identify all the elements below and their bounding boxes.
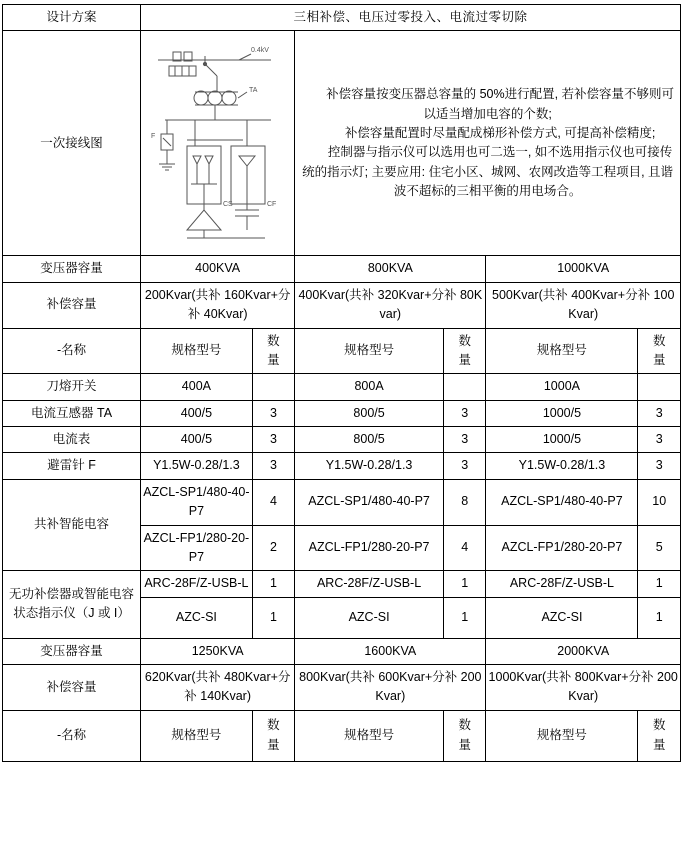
item-qty: 1	[252, 571, 295, 597]
item-qty: 8	[443, 479, 486, 525]
transformer-capacity-value-800: 800KVA	[295, 256, 486, 282]
wiring-schematic-svg	[143, 34, 288, 252]
diagram-left-block-label: CS	[223, 201, 233, 209]
item-model: AZCL-SP1/480-40-P7	[486, 479, 638, 525]
column-header-model-1-1: 规格型号	[141, 328, 253, 374]
column-header-model-1-2: 规格型号	[295, 328, 444, 374]
compensation-value-2-3: 1000Kvar(共补 800Kvar+分补 200Kvar)	[486, 665, 681, 711]
item-qty: 1	[638, 597, 681, 638]
item-qty: 2	[252, 525, 295, 571]
diagram-right-block-label: CF	[267, 201, 277, 209]
column-header-qty-1-2: 数 量	[443, 328, 486, 374]
transformer-capacity-label-1: 变压器容量	[3, 256, 141, 282]
compensation-capacity-label-1: 补偿容量	[3, 282, 141, 328]
transformer-capacity-value-2000: 2000KVA	[486, 638, 681, 664]
smart-capacitor-label: 共补智能电容	[3, 479, 141, 571]
item-qty: 4	[252, 479, 295, 525]
item-model: Y1.5W-0.28/1.3	[141, 453, 253, 479]
table-row	[3, 374, 681, 400]
item-qty: 1	[252, 597, 295, 638]
item-qty: 4	[443, 525, 486, 571]
item-qty: 3	[443, 427, 486, 453]
table-row	[3, 427, 681, 453]
transformer-capacity-value-400: 400KVA	[141, 256, 295, 282]
item-model: AZC-SI	[141, 597, 253, 638]
item-qty: 1	[638, 571, 681, 597]
table-row-transformer-capacity-2	[3, 638, 681, 664]
item-model: Y1.5W-0.28/1.3	[295, 453, 444, 479]
table-row	[3, 479, 681, 525]
column-header-qty-2-3: 数 量	[638, 710, 681, 761]
transformer-capacity-value-1000: 1000KVA	[486, 256, 681, 282]
compensation-value-1-2: 400Kvar(共补 320Kvar+分补 80Kvar)	[295, 282, 486, 328]
item-qty: 3	[252, 400, 295, 426]
column-header-model-2-3: 规格型号	[486, 710, 638, 761]
item-model: 800/5	[295, 427, 444, 453]
table-row-column-headers-1	[3, 328, 681, 374]
primary-wiring-diagram-label: 一次接线图	[3, 31, 141, 256]
item-model: AZC-SI	[486, 597, 638, 638]
item-qty: 3	[638, 427, 681, 453]
item-model: ARC-28F/Z-USB-L	[141, 571, 253, 597]
item-model: 800A	[295, 374, 444, 400]
description-paragraph-3: 控制器与指示仪可以选用也可二选一, 如不选用指示仪也可接传统的指示灯; 主要应用: 住宅小区、城网、农网改造等工程项目, 且谐波不超标的三相平衡的用电场合。	[302, 145, 674, 199]
description-paragraph-2: 补偿容量配置时尽量配成梯形补偿方式, 可提高补偿精度;	[344, 126, 656, 140]
item-qty: 3	[443, 453, 486, 479]
diagram-fuse-label: F	[151, 133, 156, 141]
diagram-voltage-label: 0.4kV	[251, 47, 270, 55]
item-model: AZCL-FP1/280-20-P7	[141, 525, 253, 571]
item-name: 电流表	[3, 427, 141, 453]
column-header-name-2: -名称	[3, 710, 141, 761]
item-model: AZC-SI	[295, 597, 444, 638]
item-model: 1000/5	[486, 427, 638, 453]
table-row-title	[3, 5, 681, 31]
table-row	[3, 453, 681, 479]
column-header-name-1: -名称	[3, 328, 141, 374]
item-model: AZCL-SP1/480-40-P7	[295, 479, 444, 525]
column-header-model-2-1: 规格型号	[141, 710, 253, 761]
table-row	[3, 571, 681, 597]
design-scheme-title: 三相补偿、电压过零投入、电流过零切除	[141, 5, 681, 31]
item-qty: 3	[638, 453, 681, 479]
diagram-canvas	[143, 34, 292, 252]
table-row	[3, 400, 681, 426]
item-qty: 10	[638, 479, 681, 525]
table-row-transformer-capacity-1	[3, 256, 681, 282]
item-model: 800/5	[295, 400, 444, 426]
description-cell	[295, 31, 681, 256]
specification-table	[2, 4, 681, 762]
item-qty: 5	[638, 525, 681, 571]
transformer-capacity-value-1600: 1600KVA	[295, 638, 486, 664]
item-model: AZCL-FP1/280-20-P7	[295, 525, 444, 571]
item-name: 电流互感器 TA	[3, 400, 141, 426]
design-scheme-label: 设计方案	[3, 5, 141, 31]
item-model: AZCL-SP1/480-40-P7	[141, 479, 253, 525]
item-model: 400/5	[141, 427, 253, 453]
column-header-qty-2-1: 数 量	[252, 710, 295, 761]
item-name: 刀熔开关	[3, 374, 141, 400]
table-row-column-headers-2	[3, 710, 681, 761]
item-model: AZCL-FP1/280-20-P7	[486, 525, 638, 571]
column-header-model-1-3: 规格型号	[486, 328, 638, 374]
item-qty: 3	[252, 427, 295, 453]
table-row-compensation-2	[3, 665, 681, 711]
compensation-value-1-1: 200Kvar(共补 160Kvar+分补 40Kvar)	[141, 282, 295, 328]
column-header-model-2-2: 规格型号	[295, 710, 444, 761]
item-model: 1000A	[486, 374, 638, 400]
item-model: 400/5	[141, 400, 253, 426]
table-row-compensation-1	[3, 282, 681, 328]
item-qty: 1	[443, 597, 486, 638]
compensation-value-2-1: 620Kvar(共补 480Kvar+分补 140Kvar)	[141, 665, 295, 711]
item-name: 避雷针 F	[3, 453, 141, 479]
item-qty: 1	[443, 571, 486, 597]
compensation-value-1-3: 500Kvar(共补 400Kvar+分补 100Kvar)	[486, 282, 681, 328]
compensation-capacity-label-2: 补偿容量	[3, 665, 141, 711]
item-qty	[443, 374, 486, 400]
column-header-qty-2-2: 数 量	[443, 710, 486, 761]
transformer-capacity-value-1250: 1250KVA	[141, 638, 295, 664]
item-qty	[638, 374, 681, 400]
column-header-qty-1-1: 数 量	[252, 328, 295, 374]
item-model: 1000/5	[486, 400, 638, 426]
item-model: ARC-28F/Z-USB-L	[486, 571, 638, 597]
primary-wiring-diagram	[141, 31, 295, 256]
item-model: ARC-28F/Z-USB-L	[295, 571, 444, 597]
item-qty: 3	[252, 453, 295, 479]
column-header-qty-1-3: 数 量	[638, 328, 681, 374]
indicator-label: 无功补偿器或智能电容状态指示仪（J 或 I）	[3, 571, 141, 638]
transformer-capacity-label-2: 变压器容量	[3, 638, 141, 664]
item-qty	[252, 374, 295, 400]
item-qty: 3	[443, 400, 486, 426]
table-row-diagram	[3, 31, 681, 256]
description-paragraph-1: 补偿容量按变压器总容量的 50%进行配置, 若补偿容量不够则可以适当增加电容的个数;	[326, 87, 675, 121]
compensation-value-2-2: 800Kvar(共补 600Kvar+分补 200Kvar)	[295, 665, 486, 711]
diagram-ct-label: TA	[249, 87, 258, 95]
item-qty: 3	[638, 400, 681, 426]
item-model: 400A	[141, 374, 253, 400]
item-model: Y1.5W-0.28/1.3	[486, 453, 638, 479]
